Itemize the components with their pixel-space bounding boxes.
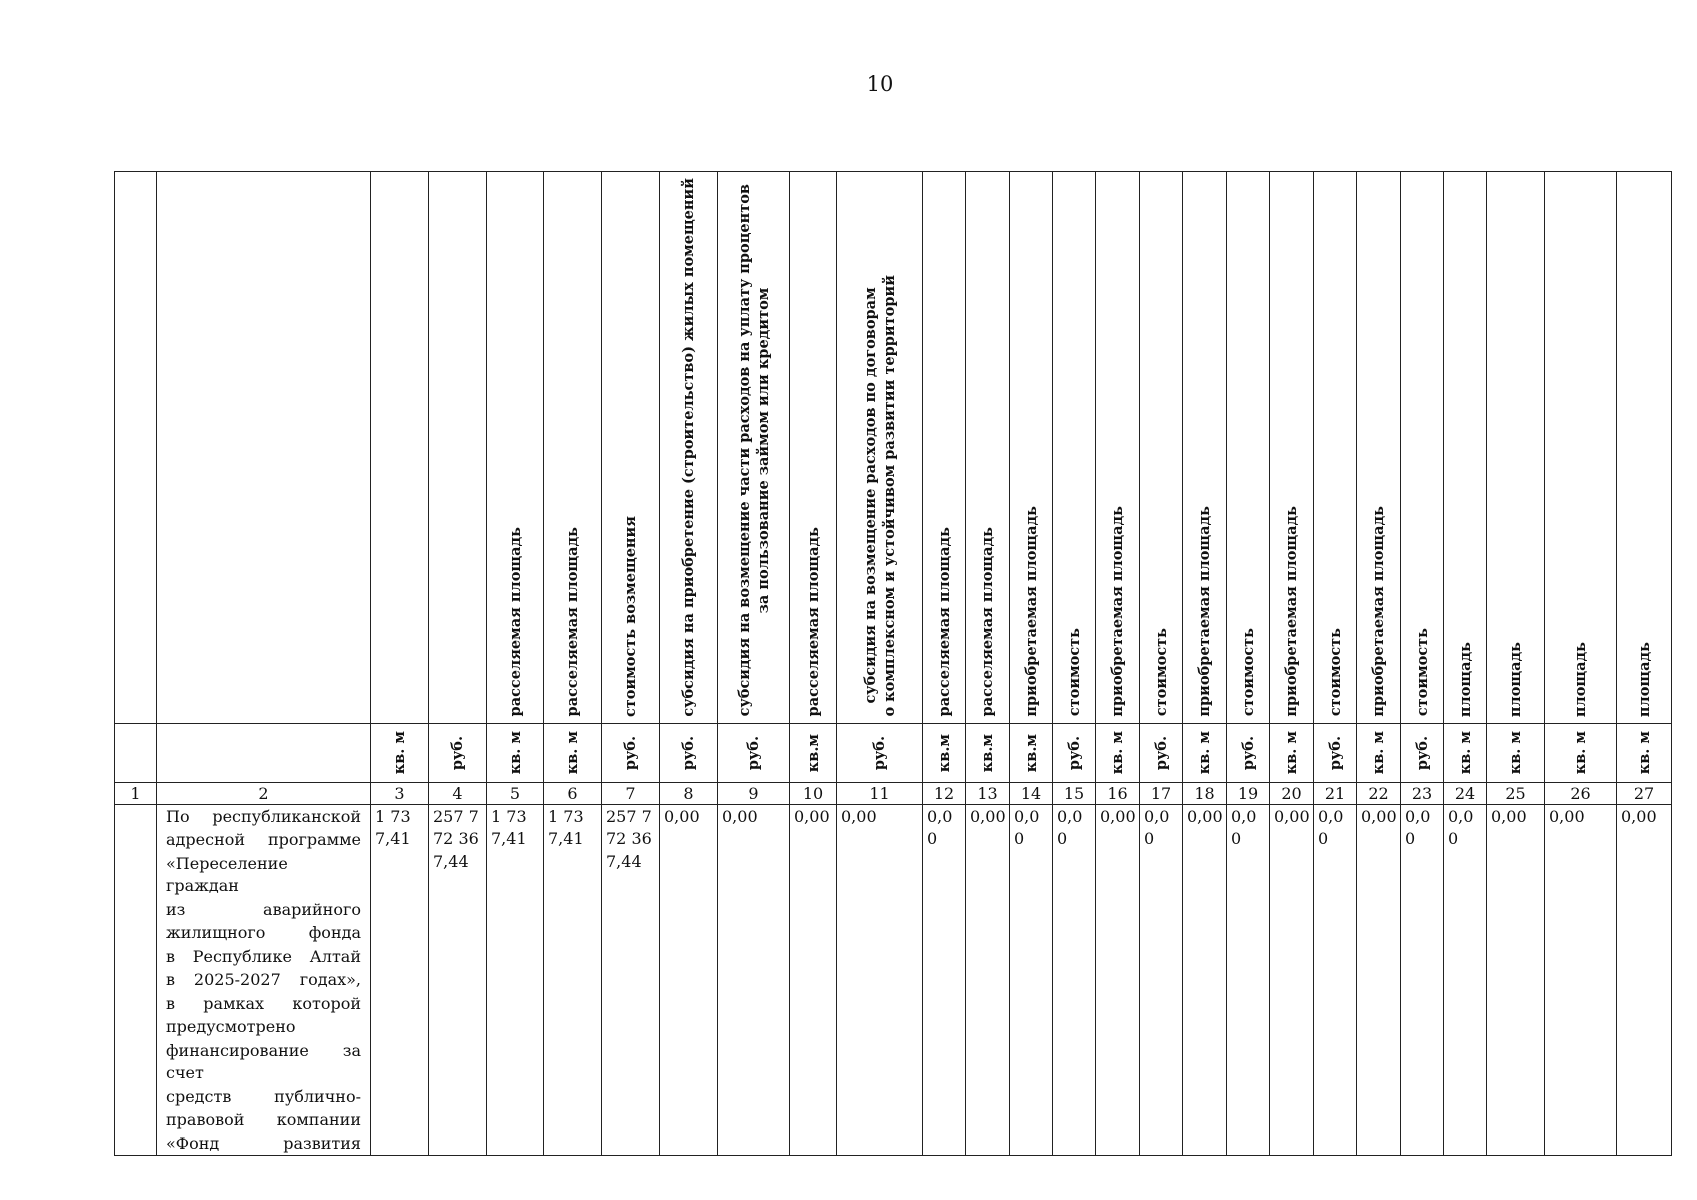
unit-cell [1227,723,1270,782]
header-cell [1053,172,1096,724]
header-cell [487,172,544,724]
value-cell [837,804,923,1156]
value-cell [790,804,837,1156]
description-line: «Фонд развития [166,1133,361,1153]
unit-cell [544,723,602,782]
header-row [115,172,1672,724]
unit-cell [1096,723,1140,782]
header-label: субсидия на приобретение (строительство) жилых помещений [680,178,697,717]
header-label: приобретаемая площадь [1109,505,1126,717]
column-number: 21 [1314,782,1357,804]
cell-value: 1 737,41 [375,806,411,849]
unit-cell [115,723,157,782]
unit-cell [1183,723,1227,782]
unit-cell [923,723,966,782]
value-cell [429,804,487,1156]
value-cell [1487,804,1545,1156]
unit-cell [1053,723,1096,782]
unit-cell [660,723,718,782]
header-cell [966,172,1010,724]
cell-value: 0,00 [1057,806,1083,849]
column-number: 10 [790,782,837,804]
unit-label: руб. [1413,735,1431,770]
unit-cell [837,723,923,782]
row-number [115,804,157,1156]
unit-label: кв.м [1022,733,1040,772]
header-cell [1314,172,1357,724]
unit-label: руб. [449,735,466,770]
cell-value: 1 737,41 [491,806,527,849]
unit-label: кв. м [1507,731,1524,775]
value-cell [1010,804,1053,1156]
unit-cell [1140,723,1183,782]
header-label: приобретаемая площадь [1283,505,1300,717]
header-cell [1444,172,1487,724]
column-number: 17 [1140,782,1183,804]
value-cell [1053,804,1096,1156]
column-number: 1 [115,782,157,804]
unit-label: руб. [871,735,888,770]
units-row [115,723,1672,782]
unit-cell [602,723,660,782]
value-cell [660,804,718,1156]
unit-label: руб. [622,735,639,770]
unit-label: руб. [1152,735,1170,770]
column-number: 14 [1010,782,1053,804]
cell-value: 0,00 [1621,806,1657,826]
description-line: жилищного фонда [166,923,361,943]
header-label: расселяемая площадь [804,527,822,717]
unit-label: кв. м [1456,731,1474,775]
unit-label: кв. м [1283,731,1300,775]
header-cell [1183,172,1227,724]
description-line: в 2025-2027 годах», [166,970,361,990]
header-cell [115,172,157,724]
header-label: приобретаемая площадь [1022,505,1040,717]
unit-label: кв.м [935,733,953,772]
cell-value: 257 772 367,44 [433,806,479,871]
unit-label: руб. [1326,735,1344,770]
unit-cell [1314,723,1357,782]
unit-cell [487,723,544,782]
unit-label: кв.м [804,733,822,772]
header-label: субсидия на возмещение части расходов на уплату процентов за пользование займом или кредитом [735,184,772,717]
cell-value: 0,00 [1361,806,1397,826]
header-label: расселяемая площадь [935,527,953,717]
header-label: стоимость [1239,628,1257,717]
column-number: 9 [718,782,790,804]
unit-label: руб. [1239,735,1257,770]
column-number: 18 [1183,782,1227,804]
cell-value: 0,00 [664,806,700,826]
header-cell [157,172,371,724]
cell-value: 0,00 [1144,806,1170,849]
unit-cell [1401,723,1444,782]
header-label: стоимость [1065,628,1083,717]
cell-value: 1 737,41 [548,806,584,849]
cell-value: 257 772 367,44 [606,806,652,871]
cell-value: 0,00 [1100,806,1136,826]
unit-label: руб. [745,735,762,770]
column-number: 7 [602,782,660,804]
column-number: 25 [1487,782,1545,804]
cell-value: 0,00 [970,806,1006,826]
column-number: 11 [837,782,923,804]
column-number: 8 [660,782,718,804]
unit-cell [1444,723,1487,782]
header-cell [1140,172,1183,724]
column-number: 27 [1617,782,1672,804]
header-cell [544,172,602,724]
column-number: 13 [966,782,1010,804]
column-number: 19 [1227,782,1270,804]
header-cell [1010,172,1053,724]
unit-label: кв. м [391,731,408,775]
value-cell [1140,804,1183,1156]
column-number: 3 [371,782,429,804]
unit-cell [790,723,837,782]
cell-value: 0,00 [1014,806,1040,849]
column-number: 16 [1096,782,1140,804]
header-cell [718,172,790,724]
description-line: из аварийного [166,899,361,919]
description-line: правовой компании [166,1110,361,1130]
value-cell [1545,804,1617,1156]
cell-value: 0,00 [1318,806,1344,849]
unit-cell [1010,723,1053,782]
value-cell [923,804,966,1156]
header-cell [1096,172,1140,724]
header-label: стоимость [1152,628,1170,717]
header-cell [602,172,660,724]
header-cell [660,172,718,724]
cell-value: 0,00 [1274,806,1310,826]
cell-value: 0,00 [927,806,953,849]
header-label: расселяемая площадь [979,527,996,717]
cell-value: 0,00 [1187,806,1223,826]
header-label: стоимость [1413,628,1431,717]
description-line: финансирование за счет [166,1040,361,1083]
column-number: 22 [1357,782,1401,804]
cell-value: 0,00 [1231,806,1257,849]
unit-label: руб. [1065,735,1083,770]
description-line: средств публично- [166,1086,361,1106]
value-cell [1357,804,1401,1156]
header-label: приобретаемая площадь [1196,505,1213,717]
header-cell [1487,172,1545,724]
unit-label: кв. м [1196,731,1213,775]
cell-value: 0,00 [1549,806,1585,826]
value-cell [718,804,790,1156]
unit-cell [1617,723,1672,782]
value-cell [1270,804,1314,1156]
column-number: 2 [157,782,371,804]
column-number: 15 [1053,782,1096,804]
value-cell [1314,804,1357,1156]
unit-cell [718,723,790,782]
value-cell [1096,804,1140,1156]
header-label: стоимость возмещения [622,515,639,717]
header-cell [790,172,837,724]
unit-cell [429,723,487,782]
header-cell [923,172,966,724]
description-line: в рамках которой [166,993,361,1013]
header-label: стоимость [1326,628,1344,717]
unit-label: кв. м [1109,731,1126,775]
column-numbers-row [115,782,1672,804]
value-cell [1183,804,1227,1156]
cell-value: 0,00 [1448,806,1474,849]
value-cell [602,804,660,1156]
header-label: субсидия на возмещение расходов по договорам о комплексном и устойчивом развитии территорий [861,275,898,717]
value-cell [966,804,1010,1156]
column-number: 4 [429,782,487,804]
header-label: приобретаемая площадь [1370,505,1387,717]
column-number: 12 [923,782,966,804]
header-label: площадь [1572,641,1589,717]
value-cell [1617,804,1672,1156]
unit-label: руб. [680,735,697,770]
unit-cell [1545,723,1617,782]
value-cell [1401,804,1444,1156]
data-table [114,171,1672,1156]
value-cell [1227,804,1270,1156]
header-label: расселяемая площадь [506,527,524,717]
header-cell [837,172,923,724]
cell-value: 0,00 [722,806,758,826]
header-cell [1617,172,1672,724]
unit-cell [371,723,429,782]
page-number: 10 [866,72,894,96]
unit-label: кв. м [1572,731,1589,775]
value-cell [371,804,429,1156]
header-cell [429,172,487,724]
header-label: площадь [1456,641,1474,717]
header-label: расселяемая площадь [564,527,581,717]
header-cell [1401,172,1444,724]
header-cell [1357,172,1401,724]
unit-label: кв. м [1370,731,1387,775]
header-label: площадь [1507,641,1524,717]
unit-label: кв.м [979,733,996,772]
description-line: предусмотрено [166,1017,296,1037]
column-number: 26 [1545,782,1617,804]
column-number: 5 [487,782,544,804]
value-cell [1444,804,1487,1156]
description-line: «Переселение граждан [166,853,288,896]
table-row [115,804,1672,1156]
description-line: По республиканской [166,806,361,826]
unit-label: кв. м [506,731,524,775]
unit-cell [966,723,1010,782]
value-cell [487,804,544,1156]
column-number: 20 [1270,782,1314,804]
cell-value: 0,00 [794,806,830,826]
header-cell [1227,172,1270,724]
program-description [157,804,371,1156]
unit-cell [1357,723,1401,782]
description-line: в Республике Алтай [166,946,361,966]
header-cell [1270,172,1314,724]
unit-label: кв. м [564,731,581,775]
cell-value: 0,00 [1491,806,1527,826]
unit-cell [1270,723,1314,782]
description-line: адресной программе [166,830,361,850]
cell-value: 0,00 [841,806,877,826]
cell-value: 0,00 [1405,806,1431,849]
header-cell [1545,172,1617,724]
column-number: 23 [1401,782,1444,804]
column-number: 6 [544,782,602,804]
unit-cell [1487,723,1545,782]
unit-label: кв. м [1635,731,1653,775]
value-cell [544,804,602,1156]
header-cell [371,172,429,724]
header-label: площадь [1635,641,1653,717]
column-number: 24 [1444,782,1487,804]
unit-cell [157,723,371,782]
